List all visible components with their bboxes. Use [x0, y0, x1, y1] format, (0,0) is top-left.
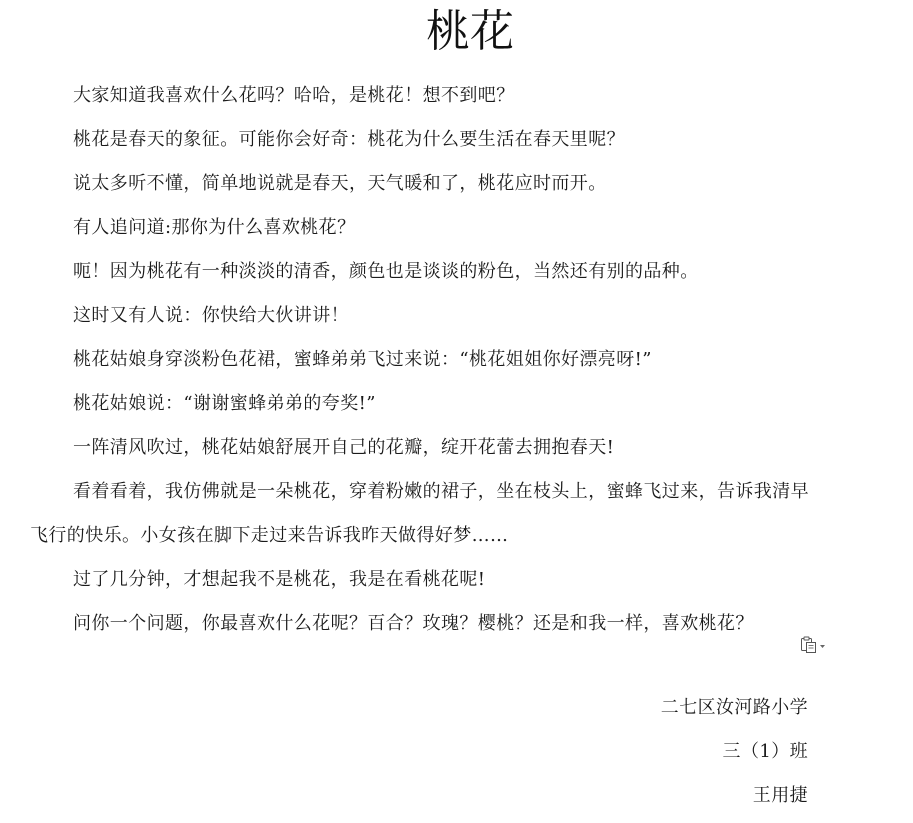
document-body	[30, 74, 812, 646]
paragraph: 桃花姑娘说：“谢谢蜜蜂弟弟的夸奖!”	[73, 393, 376, 414]
signature-block	[661, 686, 808, 818]
paragraph: 桃花姑娘身穿淡粉色花裙，蜜蜂弟弟飞过来说：“桃花姐姐你好漂亮呀!”	[73, 349, 652, 370]
paragraph: 呃！因为桃花有一种淡淡的清香，颜色也是谈谈的粉色，当然还有别的品种。	[73, 261, 699, 282]
paragraph: 大家知道我喜欢什么花吗？哈哈，是桃花！想不到吧？	[73, 85, 515, 106]
document-title: 桃花	[426, 6, 514, 57]
paragraph: 说太多听不懂，简单地说就是春天，天气暖和了，桃花应时而开。	[73, 173, 607, 194]
paragraph: 桃花是春天的象征。可能你会好奇：桃花为什么要生活在春天里呢？	[73, 129, 625, 150]
paragraph: 有人追问道:那你为什么喜欢桃花？	[73, 217, 356, 238]
paste-options-icon[interactable]	[800, 636, 830, 654]
school-name: 二七区汝河路小学	[660, 697, 808, 718]
paragraph: 这时又有人说：你快给大伙讲讲！	[73, 305, 349, 326]
author-name: 王用捷	[752, 785, 808, 806]
paragraph: 问你一个问题，你最喜欢什么花呢？百合？玫瑰？樱桃？还是和我一样，喜欢桃花？	[73, 613, 754, 634]
paragraph: 过了几分钟，才想起我不是桃花，我是在看桃花呢!	[73, 569, 486, 590]
paragraph: 一阵清风吹过，桃花姑娘舒展开自己的花瓣，绽开花蕾去拥抱春天!	[73, 437, 615, 458]
class-name: 三（1）班	[722, 741, 808, 762]
paragraph: 看着看着，我仿佛就是一朵桃花，穿着粉嫩的裙子，坐在枝头上，蜜蜂飞过来，告诉我清早飞行的快乐。小女孩在脚下走过来告诉我昨天做得好梦……	[30, 481, 809, 546]
